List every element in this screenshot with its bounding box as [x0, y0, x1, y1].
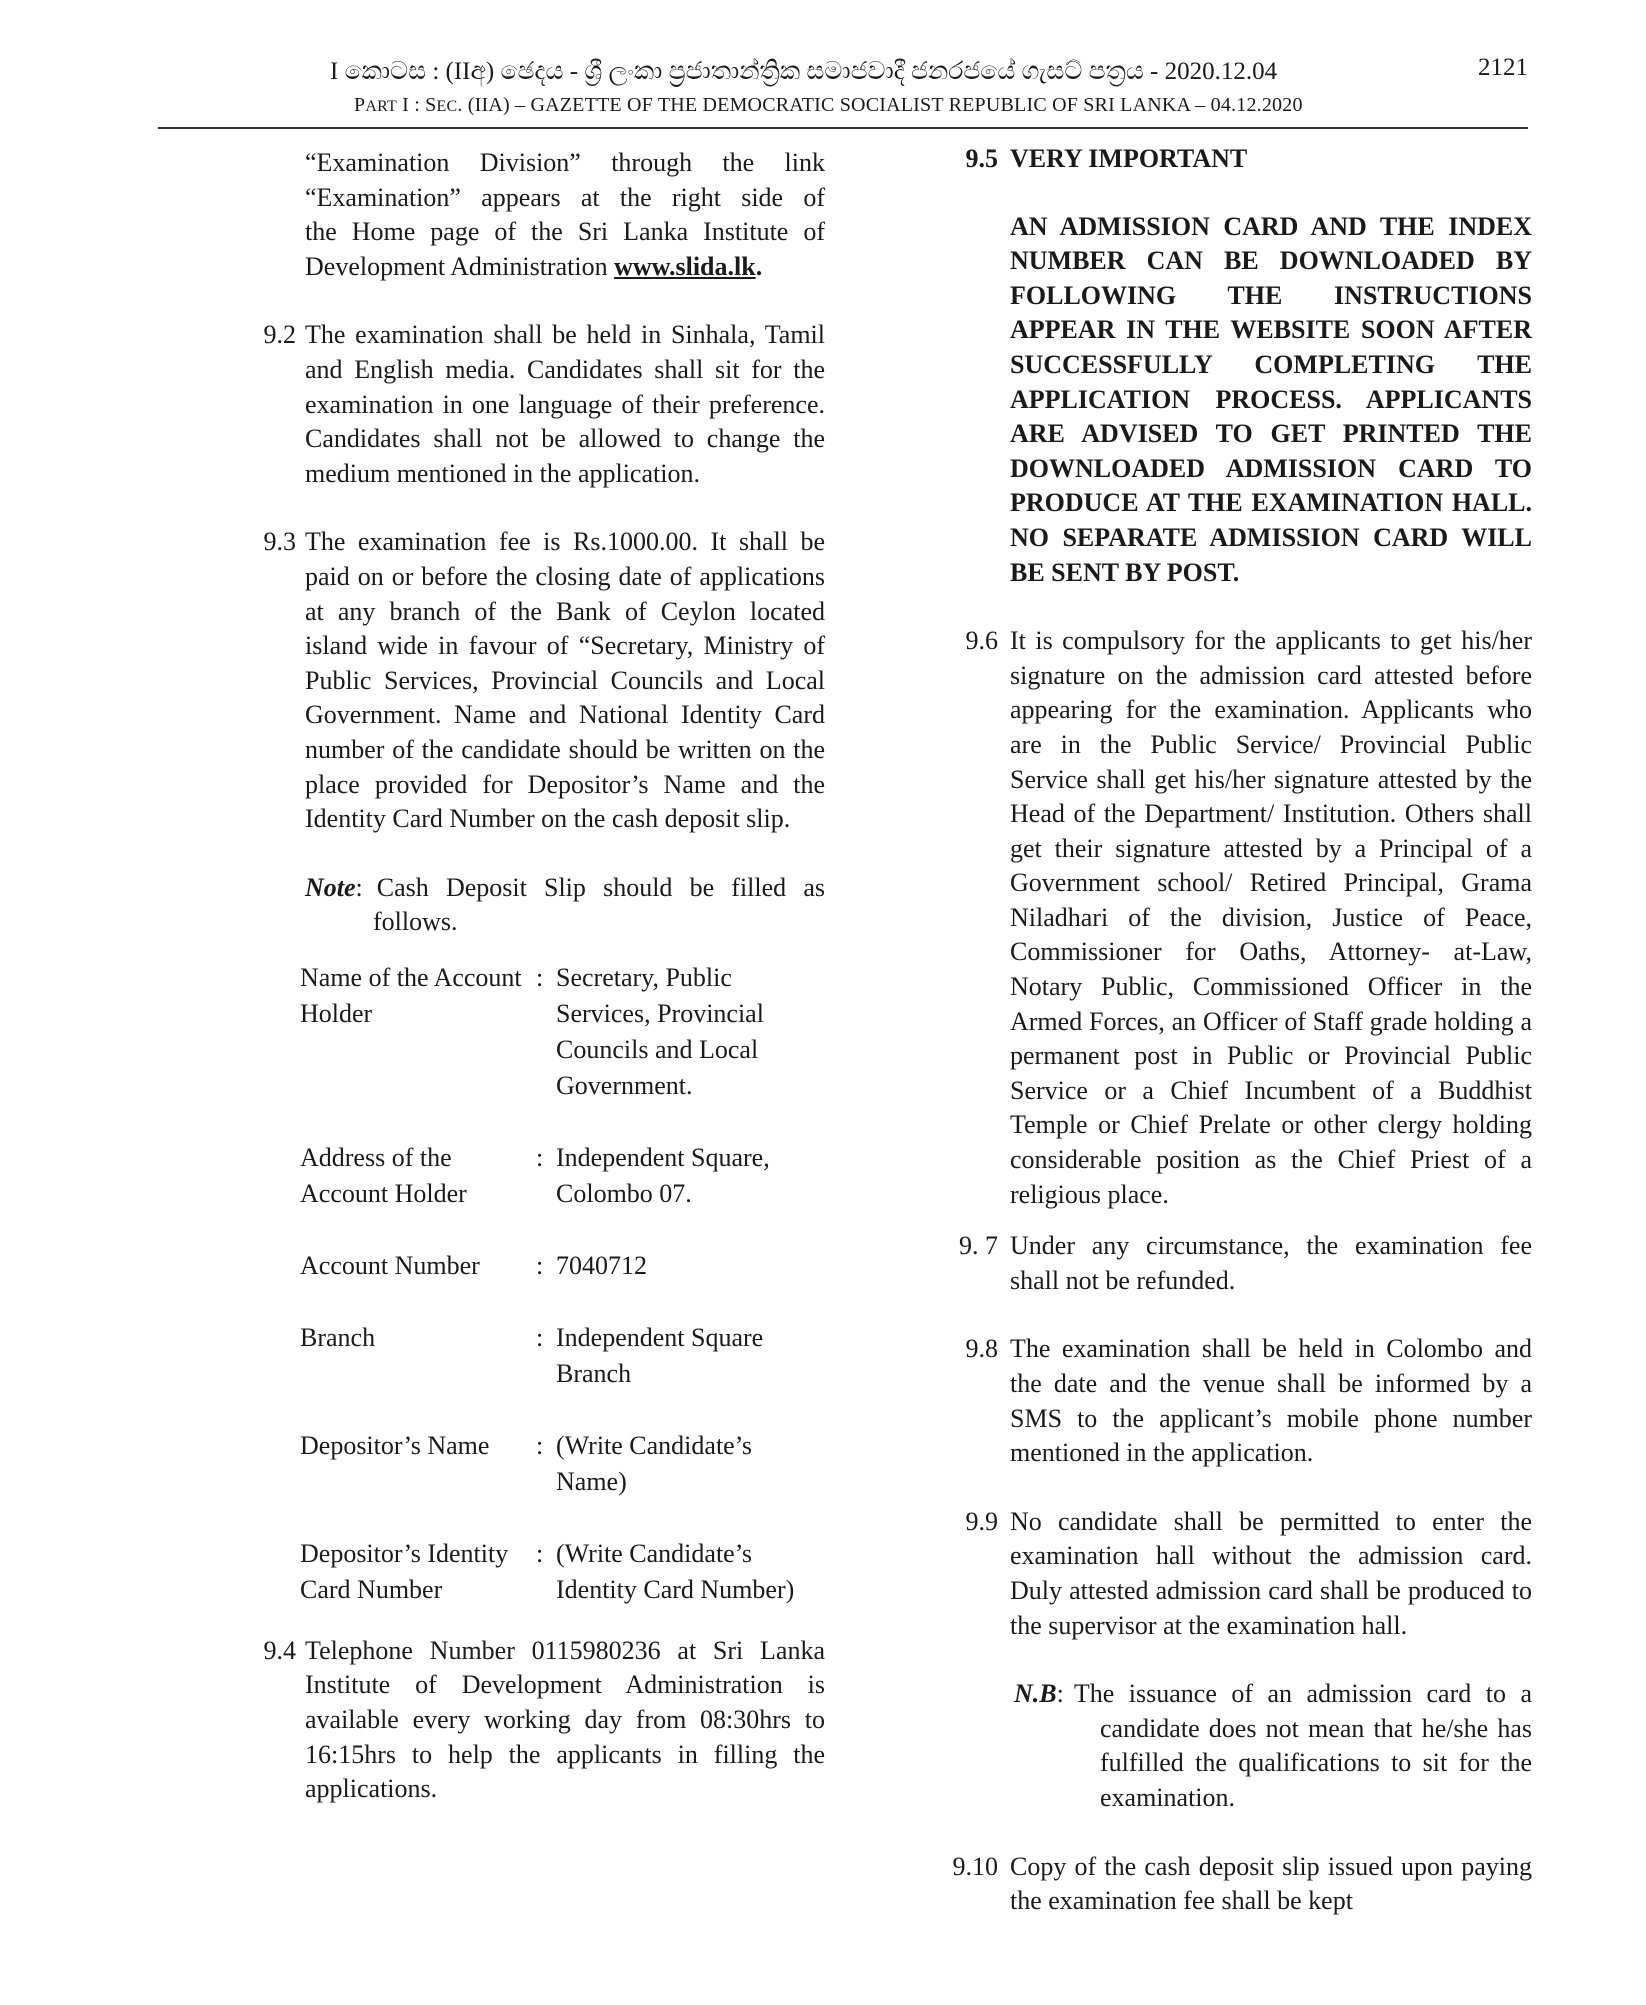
- slip-key-line: Name of the Account: [300, 962, 522, 992]
- slip-key-line: Address of the: [300, 1142, 452, 1172]
- slip-value-line: (Write Candidate’s: [556, 1430, 753, 1460]
- slip-spacer: [300, 1212, 840, 1248]
- slip-key: [300, 1536, 536, 1608]
- section-9-10: [952, 1850, 1532, 1919]
- slip-key: Branch: [300, 1322, 376, 1352]
- slip-value-line: Colombo 07.: [556, 1178, 692, 1208]
- slip-spacer: [300, 1500, 840, 1536]
- slip-value-line: Services, Provincial: [556, 998, 764, 1028]
- section-text: Under any circumstance, the examination fee shall not be refunded.: [1010, 1231, 1532, 1295]
- slip-key: Depositor’s Name: [300, 1430, 490, 1460]
- header-sec-initial: I : S: [396, 94, 437, 116]
- intro-paragraph: [305, 146, 825, 284]
- note-second-line: follows.: [373, 907, 458, 937]
- note-block: [305, 871, 825, 940]
- slip-value-line: Councils and Local: [556, 1034, 759, 1064]
- slip-row-address: [300, 1140, 840, 1212]
- slip-value-line: (Write Candidate’s: [556, 1538, 753, 1568]
- section-text: Telephone Number 0115980236 at Sri Lanka Institute of Development Administration is available every working day from 08:30hrs to 16:15hrs to help the applicants in filling the applications.: [305, 1635, 825, 1804]
- intro-last-line: [305, 250, 825, 285]
- slip-key-line: Holder: [300, 998, 373, 1028]
- section-text: The examination shall be held in Sinhala, Tamil and English media. Candidates shall sit for the examination in one language of their preference. Candidates shall not be allowed to change the medium mentioned in the application.: [305, 320, 825, 488]
- section-title: VERY IMPORTANT: [1010, 144, 1248, 173]
- section-9-4: [263, 1634, 825, 1807]
- section-text: It is compulsory for the applicants to get his/her signature on the admission card attested before appearing for the examination. Applicants who are in the Public Service/ Provincial Public Service shall get his/her signature attested by the Head of the Department/ Institution. Others shall get their signature attested by a Principal of a Government school/ Retired Principal, Grama Niladhari of the division, Justice of Peace, Commissioner for Oaths, Attorney- at-Law, Notary Public, Commissioned Officer in the Armed Forces, an Officer of Staff grade holding a permanent post in Public or Provincial Public Service or a Chief Incumbent of a Buddhist Temple or Chief Prelate or other clergy holding considerable position as the Chief Priest of a religious place.: [1010, 626, 1532, 1209]
- section-text: No candidate shall be permitted to enter the examination hall without the admission card. Duly attested admission card shall be produced to the supervisor at the examination hall.: [1010, 1506, 1532, 1640]
- note-label: Note: [305, 872, 356, 902]
- intro-line: the Home page of the Sri Lanka Institute of: [305, 217, 825, 247]
- important-notice: AN ADMISSION CARD AND THE INDEX NUMBER CAN BE DOWNLOADED BY FOLLOWING THE INSTRUCTIONS APPEAR IN THE WEBSITE SOON AFTER SUCCESSFULLY COMPLETING THE APPLICATION PROCESS. APPLICANTS ARE ADVISED TO GET PRINTED THE DOWNLOADED ADMISSION CARD TO PRODUCE AT THE EXAMINATION HALL. NO SEPARATE ADMISSION CARD WILL BE SENT BY POST.: [1010, 211, 1532, 587]
- header-part-smallcaps: ART: [365, 98, 397, 115]
- nb-block: [1010, 1677, 1532, 1815]
- slip-colon: :: [536, 1538, 544, 1568]
- nb-rest: candidate does not mean that he/she has fulfilled the qualifications to sit for the examination.: [1100, 1713, 1532, 1812]
- slip-row-branch: [300, 1320, 840, 1392]
- section-number: 9.5: [965, 144, 998, 173]
- slip-value: [556, 1428, 840, 1500]
- section-9-5: [965, 142, 1532, 590]
- note-colon: :: [355, 872, 363, 902]
- slip-row-depositor-name: [300, 1428, 840, 1500]
- section-9-7: [959, 1229, 1532, 1298]
- slip-key: [300, 1140, 536, 1212]
- section-number: 9.3: [263, 527, 296, 557]
- slip-key-line: Card Number: [300, 1574, 443, 1604]
- gazette-sinhala-header: I කොටස : (IIඅ) ඡෙදය - ශ්‍රී ලංකා ප්‍රජාතාන්ත්‍රික සමාජවාදී ජනරජයේ ගැසට් පත්‍රය - 2020.12.04: [330, 58, 1278, 85]
- slip-colon: :: [536, 962, 544, 992]
- section-number: 9. 7: [959, 1231, 998, 1261]
- section-text: The examination fee is Rs.1000.00. It shall be paid on or before the closing date of applications at any branch of the Bank of Ceylon located island wide in favour of “Secretary, Ministry of Public Services, Provincial Councils and Local Government. Name and National Identity Card number of the candidate should be written on the place provided for Depositor’s Name and the Identity Card Number on the cash deposit slip.: [305, 527, 825, 834]
- header-gazette-title: . (IIA) – GAZETTE OF THE DEMOCRATIC SOCIALIST REPUBLIC OF SRI LANKA – 04.12.2020: [457, 94, 1303, 116]
- note-first-line: [305, 871, 825, 906]
- intro-line: “Examination Division” through the link: [305, 148, 825, 177]
- intro-end: .: [755, 251, 763, 281]
- slip-colon: :: [536, 1250, 544, 1280]
- slip-spacer: [300, 1284, 840, 1320]
- section-text: Copy of the cash deposit slip issued upon paying the examination fee shall be kept: [1010, 1851, 1532, 1916]
- slida-website-link[interactable]: www.slida.lk: [614, 251, 756, 281]
- left-column: [263, 146, 825, 1807]
- page-number: 2121: [1478, 54, 1528, 81]
- section-9-6: [965, 624, 1532, 1212]
- slip-colon: :: [536, 1142, 544, 1172]
- section-number: 9.2: [263, 320, 296, 350]
- slip-value-line: Secretary, Public: [556, 962, 732, 992]
- header-rule: [158, 127, 1528, 129]
- right-column: [952, 142, 1532, 1919]
- nb-label: N.B: [1014, 1679, 1057, 1709]
- section-number: 9.10: [952, 1851, 998, 1881]
- slip-value-line: Independent Square,: [556, 1142, 770, 1172]
- slip-value: 7040712: [556, 1250, 647, 1280]
- slip-value: [556, 1536, 840, 1608]
- section-9-3: [263, 525, 825, 836]
- slip-value: [556, 1140, 840, 1212]
- section-number: 9.4: [263, 1635, 296, 1665]
- section-9-9: [965, 1505, 1532, 1643]
- slip-value-line: Branch: [556, 1358, 632, 1388]
- header-part-initial: P: [354, 94, 366, 116]
- section-9-2: [263, 318, 825, 491]
- slip-value: [556, 960, 840, 1104]
- slip-row-depositor-id: [300, 1536, 840, 1608]
- slip-row-account-holder: [300, 960, 840, 1104]
- section-9-8: [965, 1332, 1532, 1470]
- slip-value-line: Independent Square: [556, 1322, 764, 1352]
- slip-value-line: Identity Card Number): [556, 1574, 795, 1604]
- section-number: 9.9: [965, 1506, 998, 1536]
- section-number: 9.6: [965, 626, 998, 656]
- slip-key: Account Number: [300, 1250, 480, 1280]
- note-text: Cash Deposit Slip should be filled as: [376, 872, 825, 902]
- intro-line: “Examination” appears at the right side of: [305, 182, 825, 212]
- slip-key-line: Account Holder: [300, 1178, 467, 1208]
- nb-colon: :: [1056, 1679, 1064, 1709]
- section-number: 9.8: [965, 1334, 998, 1364]
- slip-key-line: Depositor’s Identity: [300, 1538, 509, 1568]
- slip-row-account-number: [300, 1248, 840, 1284]
- slip-spacer: [300, 1392, 840, 1428]
- slip-spacer: [300, 1104, 840, 1140]
- section-text: The examination shall be held in Colombo and the date and the venue shall be informed by a SMS to the applicant’s mobile phone number mentioned in the application.: [1010, 1334, 1532, 1468]
- header-sec-smallcaps: EC: [436, 98, 458, 115]
- slip-colon: :: [536, 1322, 544, 1352]
- nb-first-line: [1010, 1677, 1532, 1712]
- slip-value-line: Name): [556, 1466, 627, 1496]
- slip-value: [556, 1320, 840, 1392]
- gazette-english-header: [354, 94, 1434, 117]
- cash-deposit-slip-table: [300, 960, 840, 1608]
- slip-key: [300, 960, 536, 1104]
- nb-text: The issuance of an admission card to a: [1073, 1679, 1532, 1709]
- slip-value-line: Government.: [556, 1070, 693, 1100]
- intro-last-text: Development Administration: [305, 251, 615, 281]
- slip-colon: :: [536, 1430, 544, 1460]
